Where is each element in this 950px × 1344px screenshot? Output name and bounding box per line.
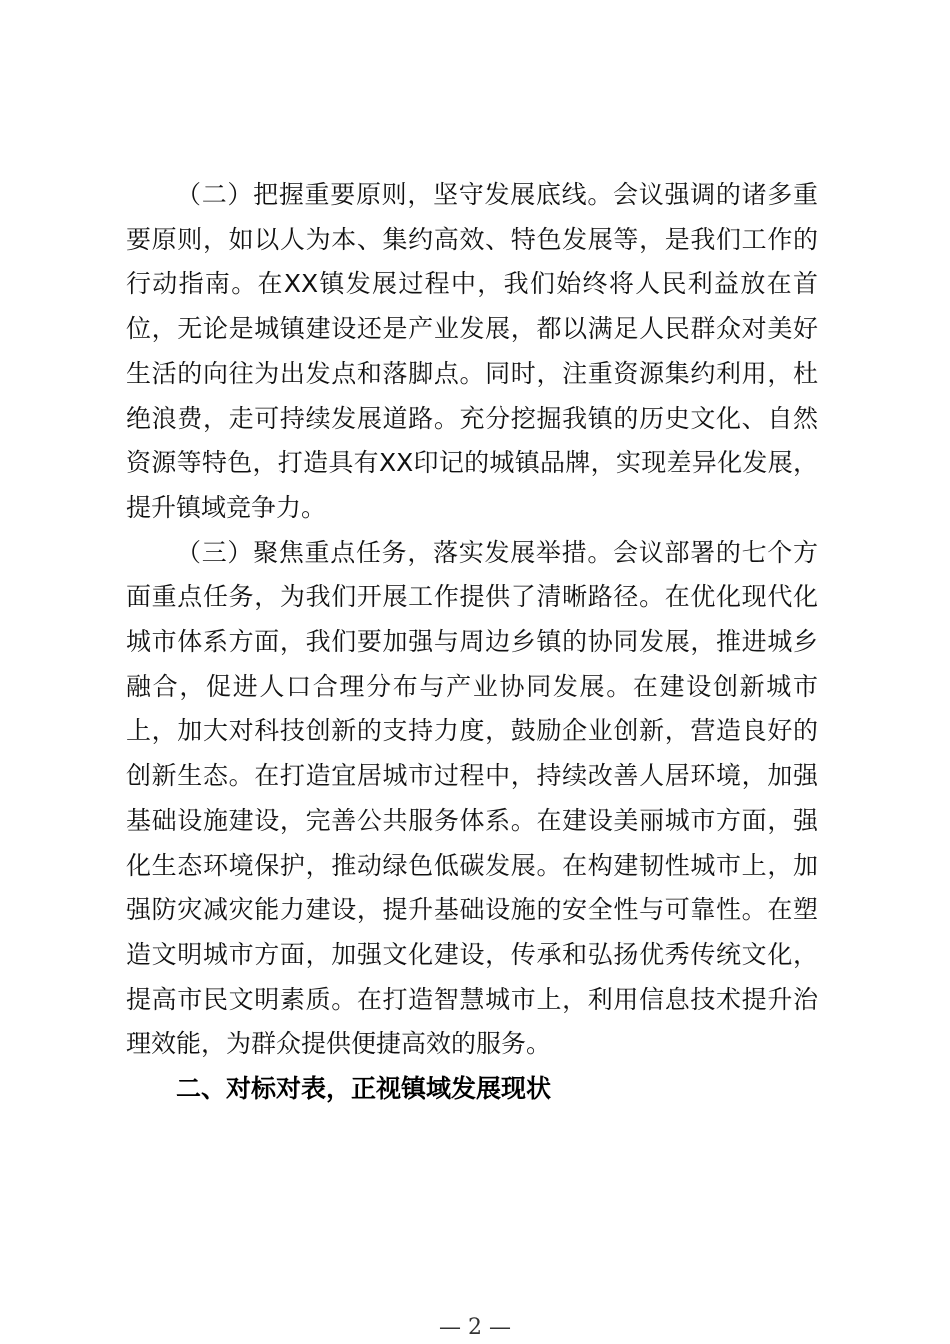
paragraph-key-tasks: （三）聚焦重点任务，落实发展举措。会议部署的七个方面重点任务，为我们开展工作提供了清晰路径。在优化现代化城市体系方面，我们要加强与周边乡镇的协同发展，推进城乡融合，促进人口合理分布与产业协同发展。在建设创新城市上，加大对科技创新的支持力度，鼓励企业创新，营造良好的创新生态。在打造宜居城市过程中，持续改善人居环境，加强基础设施建设，完善公共服务体系。在建设美丽城市方面，强化生态环境保护，推动绿色低碳发展。在构建韧性城市上，加强防灾减灾能力建设，提升基础设施的安全性与可靠性。在塑造文明城市方面，加强文化建设，传承和弘扬优秀传统文化，提高市民文明素质。在打造智慧城市上，利用信息技术提升治理效能，为群众提供便捷高效的服务。 xyxy=(126,537,818,1059)
paragraph-principles: （二）把握重要原则，坚守发展底线。会议强调的诸多重要原则，如以人为本、集约高效、特色发展等，是我们工作的行动指南。在XX镇发展过程中，我们始终将人民利益放在首位，无论是城镇建设还是产业发展，都以满足人民群众对美好生活的向往为出发点和落脚点。同时，注重资源集约利用，杜绝浪费，走可持续发展道路。充分挖掘我镇的历史文化、自然资源等特色，打造具有XX印记的城镇品牌，实现差异化发展，提升镇域竞争力。 xyxy=(126,180,818,522)
page-number: — 2 — xyxy=(439,1315,511,1340)
section-heading: 二、对标对表，正视镇域发展现状 xyxy=(176,1074,552,1104)
document-body xyxy=(126,173,818,1112)
